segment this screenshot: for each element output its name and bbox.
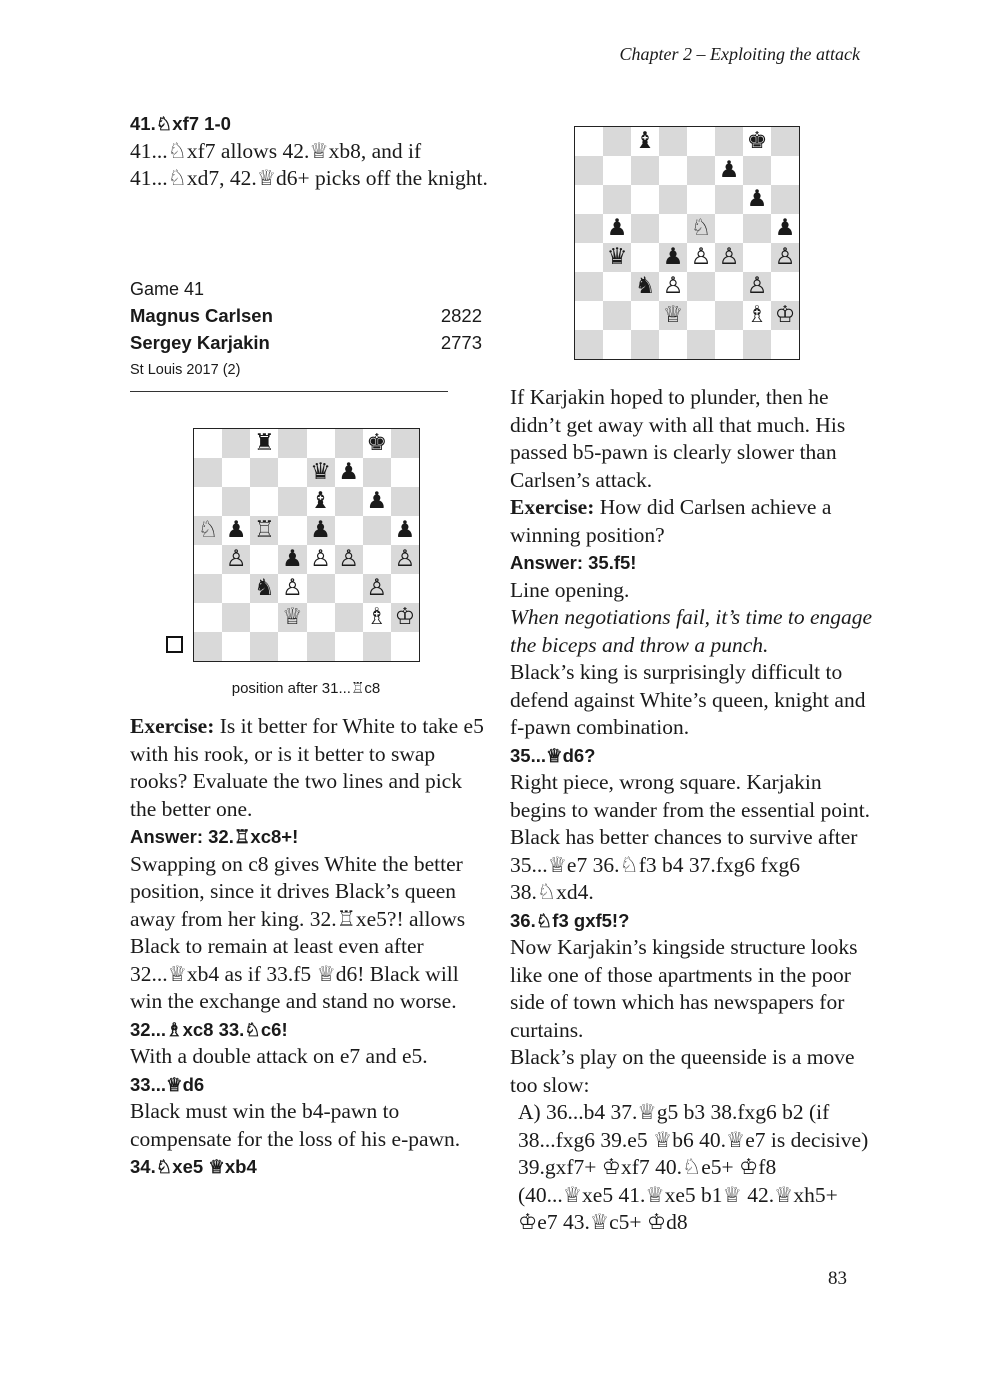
board-square — [391, 574, 419, 603]
board-square — [194, 574, 222, 603]
board-square — [307, 487, 335, 516]
chess-piece-icon: ♙ — [690, 244, 712, 270]
board-square — [194, 429, 222, 458]
board-square — [222, 574, 250, 603]
chess-piece-icon: ♛ — [310, 459, 331, 485]
board-square — [631, 185, 659, 214]
board-square — [659, 243, 687, 272]
board-square — [687, 330, 715, 359]
left-main-text — [130, 713, 490, 1181]
chess-piece-icon: ♙ — [338, 546, 359, 572]
move-line: Answer: 32.♖xc8+! — [130, 826, 299, 847]
board-square — [631, 127, 659, 156]
chess-piece-icon: ♙ — [225, 546, 247, 572]
paragraph: 41...♘xf7 allows 42.♕xb8, and if 41...♘xd7, 42.♕d6+ picks off the knight. — [130, 138, 488, 190]
board-square — [715, 156, 743, 185]
board-square — [363, 574, 391, 603]
board-square — [743, 272, 771, 301]
board-square — [631, 272, 659, 301]
board-square — [278, 458, 306, 487]
white-elo: 2822 — [440, 305, 482, 326]
board-square — [603, 301, 631, 330]
board-square — [743, 301, 771, 330]
board-square — [687, 156, 715, 185]
chess-piece-icon: ♟ — [746, 186, 768, 212]
board-square — [222, 429, 250, 458]
board-square — [307, 603, 335, 632]
move-line: 35...♕d6? — [510, 744, 596, 766]
diagram-caption: position after 31...♖c8 — [231, 680, 381, 697]
chess-piece-icon: ♘ — [197, 517, 219, 543]
chess-piece-icon: ♙ — [746, 273, 768, 299]
board-square — [278, 516, 306, 545]
board-square — [222, 458, 250, 487]
board-square — [603, 272, 631, 301]
exercise-text: Is it better for White to take e5 with his rook, or is it better to swap rooks? Evaluate the two lines and pick the better one. — [130, 714, 484, 821]
board-square — [391, 487, 419, 516]
exercise-text: How did Carlsen achieve a winning position? — [510, 495, 832, 547]
board-square — [307, 574, 335, 603]
board-square — [335, 545, 363, 574]
board-square — [771, 243, 799, 272]
board-square — [603, 214, 631, 243]
chess-piece-icon: ♝ — [634, 128, 656, 154]
board-square — [335, 574, 363, 603]
board-square — [575, 185, 603, 214]
board-square — [715, 214, 743, 243]
board-square — [687, 214, 715, 243]
chess-piece-icon: ♙ — [662, 273, 684, 299]
chess-piece-icon: ♟ — [662, 244, 684, 270]
chess-piece-icon: ♕ — [662, 302, 684, 328]
chess-piece-icon: ♔ — [774, 302, 796, 328]
paragraph: Swapping on c8 gives White the better position, since it drives Black’s queen away from her king. 32.♖xe5?! allows Black to remain at least even after 32...♕xb4 as if 33.f5 ♕d6! Black will win the exchange and stand no worse. — [130, 851, 466, 1013]
chess-piece-icon: ♝ — [310, 488, 331, 514]
chess-piece-icon: ♙ — [718, 244, 740, 270]
chess-piece-icon: ♙ — [310, 546, 331, 572]
board-square — [250, 516, 278, 545]
paragraph: Black must win the b4-pawn to compensate for the loss of his e-pawn. — [130, 1099, 461, 1151]
board-square — [715, 243, 743, 272]
board-square — [307, 632, 335, 661]
chess-piece-icon: ♗ — [746, 302, 768, 328]
chess-piece-icon: ♙ — [366, 575, 388, 601]
paragraph: If Karjakin hoped to plunder, then he didn’t get away with all that much. His passed b5-pawn is clearly slower than Carlsen’s attack. — [510, 385, 846, 492]
page-number: 83 — [828, 1268, 847, 1289]
board-square — [771, 156, 799, 185]
board-square — [687, 301, 715, 330]
board-square — [194, 545, 222, 574]
board-square — [659, 272, 687, 301]
chess-piece-icon: ♕ — [282, 604, 303, 630]
board-square — [335, 632, 363, 661]
chess-piece-icon: ♚ — [746, 128, 768, 154]
chess-piece-icon: ♞ — [254, 575, 275, 601]
italic-quote: When negotiations fail, it’s time to engage the biceps and throw a punch. — [510, 605, 873, 657]
board-square — [771, 330, 799, 359]
chess-diagram-left — [193, 428, 420, 662]
board-square — [335, 458, 363, 487]
chess-piece-icon: ♟ — [225, 517, 247, 543]
board-square — [307, 458, 335, 487]
chess-piece-icon: ♔ — [394, 604, 416, 630]
board-square — [575, 214, 603, 243]
board-square — [687, 127, 715, 156]
paragraph: With a double attack on e7 and e5. — [130, 1044, 428, 1068]
board-square — [278, 574, 306, 603]
board-square — [659, 156, 687, 185]
board-square — [659, 185, 687, 214]
page-header: Chapter 2 – Exploiting the attack — [619, 44, 860, 64]
board-square — [715, 272, 743, 301]
paragraph: Black’s play on the queenside is a move too slow: — [510, 1045, 855, 1097]
black-elo: 2773 — [440, 332, 482, 353]
board-square — [250, 487, 278, 516]
chess-piece-icon: ♜ — [254, 430, 275, 456]
board-square — [278, 545, 306, 574]
board-square — [194, 632, 222, 661]
game-info — [130, 276, 482, 384]
white-player — [130, 302, 482, 329]
chess-piece-icon: ♟ — [282, 546, 303, 572]
board-square — [391, 545, 419, 574]
board-square — [194, 516, 222, 545]
board-square — [194, 487, 222, 516]
board-square — [250, 603, 278, 632]
board-square — [687, 185, 715, 214]
chess-piece-icon: ♘ — [690, 215, 712, 241]
board-square — [603, 185, 631, 214]
board-square — [222, 632, 250, 661]
white-name: Magnus Carlsen — [130, 305, 273, 326]
board-square — [715, 301, 743, 330]
board-square — [363, 516, 391, 545]
exercise-label: Exercise: — [130, 714, 215, 738]
board-square — [391, 632, 419, 661]
right-main-text — [510, 384, 875, 1237]
board-square — [391, 516, 419, 545]
exercise-label: Exercise: — [510, 495, 595, 519]
divider — [130, 391, 448, 392]
board-square — [335, 487, 363, 516]
board-square — [391, 603, 419, 632]
board-square — [363, 429, 391, 458]
board-square — [222, 603, 250, 632]
board-square — [363, 545, 391, 574]
paragraph: Right piece, wrong square. Karjakin begins to wander from the essential point. Black has better chances to survive after 35...♕e7 36.♘f3 b4 37.fxg6 fxg6 38.♘xd4. — [510, 770, 871, 904]
chess-piece-icon: ♟ — [394, 517, 416, 543]
move-line: Answer: 35.f5! — [510, 552, 637, 573]
chess-piece-icon: ♙ — [282, 575, 303, 601]
board-square — [575, 330, 603, 359]
board-square — [631, 156, 659, 185]
board-square — [575, 272, 603, 301]
board-square — [603, 243, 631, 272]
board-square — [363, 458, 391, 487]
chess-piece-icon: ♟ — [310, 517, 331, 543]
move-line: 41.♘xf7 1-0 — [130, 113, 231, 134]
board-square — [743, 127, 771, 156]
board-square — [363, 632, 391, 661]
board-square — [391, 429, 419, 458]
board-square — [222, 487, 250, 516]
board-square — [743, 243, 771, 272]
board-square — [307, 545, 335, 574]
board-square — [771, 127, 799, 156]
move-line: 36.♘f3 gxf5!? — [510, 909, 630, 931]
chess-piece-icon: ♟ — [774, 215, 796, 241]
paragraph: Now Karjakin’s kingside structure looks like one of those apartments in the poor side of town which has newspapers for curtains. — [510, 935, 858, 1042]
board-square — [222, 545, 250, 574]
board-square — [603, 127, 631, 156]
chess-piece-icon: ♛ — [606, 244, 628, 270]
board-square — [743, 156, 771, 185]
board-square — [575, 127, 603, 156]
board-square — [250, 545, 278, 574]
board-square — [194, 603, 222, 632]
board-square — [659, 127, 687, 156]
game-event: St Louis 2017 (2) — [130, 362, 241, 378]
board-square — [250, 458, 278, 487]
board-square — [687, 272, 715, 301]
chess-piece-icon: ♞ — [634, 273, 656, 299]
board-square — [363, 603, 391, 632]
board-square — [222, 516, 250, 545]
board-square — [307, 429, 335, 458]
board-square — [278, 632, 306, 661]
board-square — [659, 301, 687, 330]
board-square — [743, 214, 771, 243]
chess-piece-icon: ♗ — [366, 604, 388, 630]
board-square — [575, 243, 603, 272]
black-name: Sergey Karjakin — [130, 332, 270, 353]
board-square — [363, 487, 391, 516]
white-to-move-indicator — [166, 636, 183, 653]
exercise-paragraph — [510, 494, 875, 549]
board-square — [575, 301, 603, 330]
board-square — [278, 487, 306, 516]
board-square — [631, 330, 659, 359]
board-square — [771, 185, 799, 214]
move-line: 33...♕d6 — [130, 1073, 205, 1095]
board-square — [603, 330, 631, 359]
board-square — [250, 632, 278, 661]
board-square — [687, 243, 715, 272]
board-square — [391, 458, 419, 487]
chess-piece-icon: ♚ — [366, 430, 388, 456]
paragraph: Black’s king is surprisingly difficult to defend against White’s queen, knight and f-pawn combination. — [510, 660, 866, 739]
board-square — [743, 185, 771, 214]
paragraph: Line opening. — [510, 577, 630, 602]
chess-piece-icon: ♟ — [366, 488, 388, 514]
board-square — [250, 574, 278, 603]
board-square — [250, 429, 278, 458]
board-square — [335, 603, 363, 632]
board-square — [771, 301, 799, 330]
board-square — [771, 214, 799, 243]
board-square — [575, 156, 603, 185]
chess-piece-icon: ♟ — [718, 157, 740, 183]
move-line: 34.♘xe5 ♕xb4 — [130, 1156, 257, 1177]
board-square — [715, 127, 743, 156]
game-number: Game 41 — [130, 279, 205, 299]
chess-piece-icon: ♙ — [394, 546, 416, 572]
board-square — [335, 516, 363, 545]
board-square — [278, 429, 306, 458]
left-top-text — [130, 110, 490, 193]
board-square — [715, 330, 743, 359]
board-square — [335, 429, 363, 458]
board-square — [631, 301, 659, 330]
chess-piece-icon: ♙ — [774, 244, 796, 270]
board-square — [771, 272, 799, 301]
board-square — [743, 330, 771, 359]
board-square — [194, 458, 222, 487]
move-line: 32...♗xc8 33.♘c6! — [130, 1018, 288, 1040]
chess-piece-icon: ♟ — [338, 459, 359, 485]
exercise-paragraph — [130, 713, 490, 823]
board-square — [603, 156, 631, 185]
board-square — [278, 603, 306, 632]
chess-piece-icon: ♟ — [606, 215, 628, 241]
board-square — [659, 214, 687, 243]
board-square — [659, 330, 687, 359]
board-square — [715, 185, 743, 214]
black-player — [130, 329, 482, 356]
board-square — [631, 243, 659, 272]
board-square — [307, 516, 335, 545]
chess-piece-icon: ♖ — [254, 517, 275, 543]
board-square — [631, 214, 659, 243]
chess-diagram-top-right — [574, 126, 800, 360]
variation-paragraph: A) 36...b4 37.♕g5 b3 38.fxg6 b2 (if 38...fxg6 39.e5 ♕b6 40.♕e7 is decisive) 39.gxf7+ ♔xf7 40.♘e5+ ♔f8 (40...♕xe5 41.♕xe5 b1♕ 42.♕xh5+ ♔e7 43.♕c5+ ♔d8 — [518, 1100, 869, 1234]
